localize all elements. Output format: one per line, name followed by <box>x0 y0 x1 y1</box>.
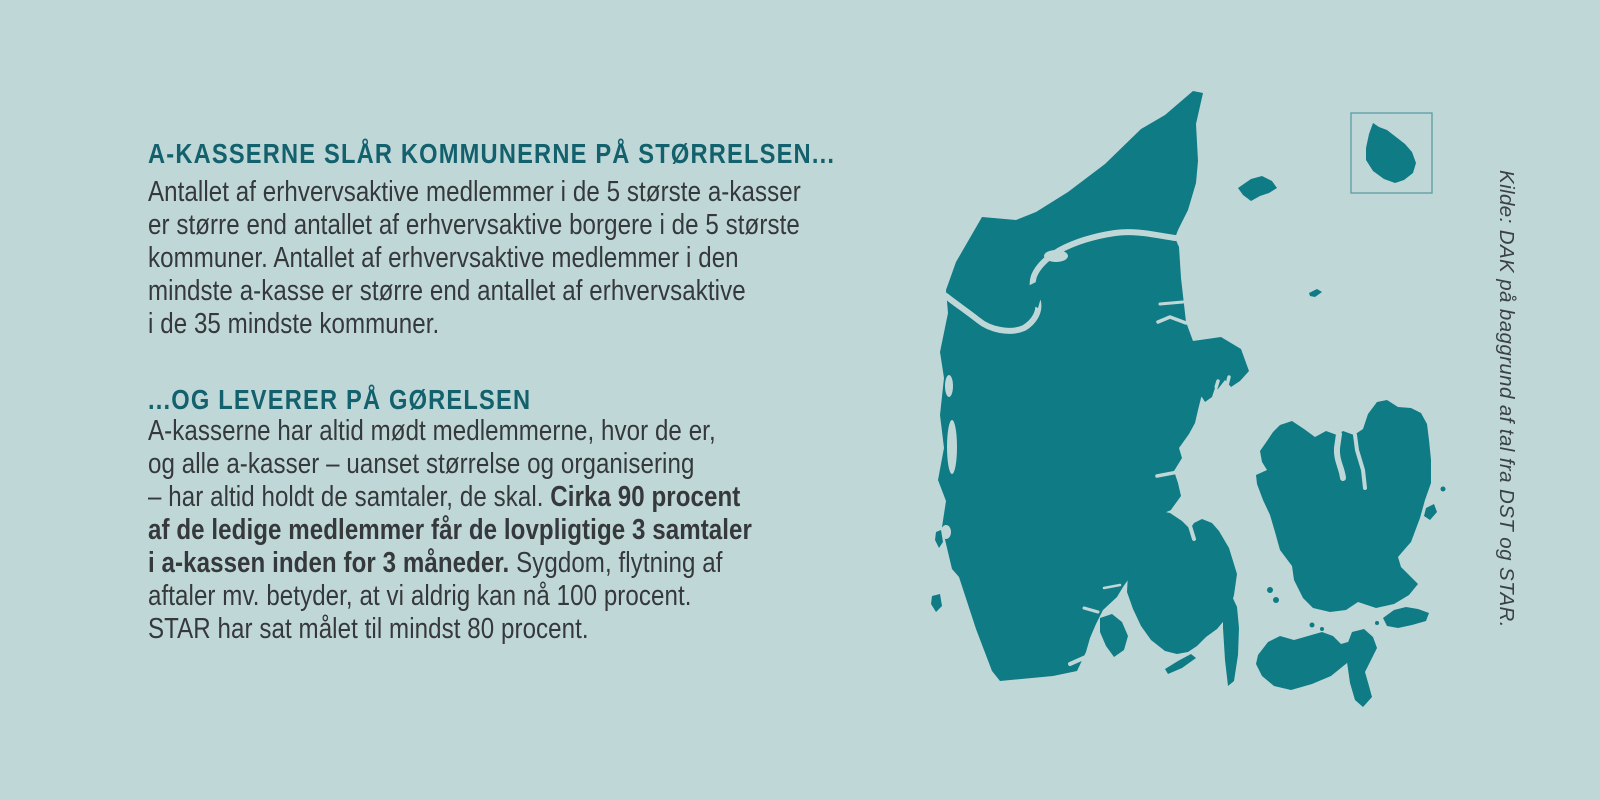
text-line: og alle a-kasser – uanset størrelse og organisering <box>148 448 695 480</box>
aero-island <box>1165 654 1196 674</box>
mariager-fjord-water <box>1160 302 1183 304</box>
small-island <box>1310 623 1315 628</box>
nissum-fjord-water <box>945 375 953 397</box>
funen-island <box>1127 510 1237 654</box>
text-line: – har altid holdt de samtaler, de skal. Cirka 90 procent <box>148 481 741 513</box>
text-column <box>148 0 909 800</box>
agerso-island <box>1267 587 1273 593</box>
hven-island <box>1441 487 1446 492</box>
als-island <box>1100 614 1128 657</box>
denmark-map <box>860 80 1480 800</box>
small-island <box>1320 627 1324 631</box>
amager-island <box>1424 504 1437 520</box>
mon-island <box>1383 607 1429 628</box>
text-line: kommuner. Antallet af erhvervsaktive medlemmer i den <box>148 242 739 274</box>
text-line: i de 35 mindste kommuner. <box>148 308 440 340</box>
omo-island <box>1273 597 1279 603</box>
falster-island <box>1347 629 1377 707</box>
source-note: Kilde: DAK på baggrund af tal fra DST og STAR. <box>1495 170 1518 628</box>
bogo-island <box>1375 621 1379 625</box>
denmark-map-svg <box>860 80 1480 800</box>
romo-island <box>931 594 942 612</box>
bornholm-island <box>1366 123 1416 183</box>
lolland-island <box>1256 632 1352 690</box>
section2-heading: ...OG LEVERER PÅ GØRELSEN <box>148 384 532 415</box>
text-line: Antallet af erhvervsaktive medlemmer i de 5 største a-kasser <box>148 176 801 208</box>
section1-body <box>148 176 801 341</box>
ho-bay-water <box>941 525 951 539</box>
laeso-island <box>1238 176 1277 201</box>
text-line: af de ledige medlemmer får de lovpligtige 3 samtaler <box>148 514 752 546</box>
text-line: aftaler mv. betyder, at vi aldrig kan nå 100 procent. <box>148 580 692 612</box>
text-line: STAR har sat målet til mindst 80 procent. <box>148 613 589 645</box>
langeland-island <box>1223 594 1239 686</box>
text-line: mindste a-kasse er større end antallet af erhvervsaktive <box>148 275 746 307</box>
zealand-island <box>1256 400 1431 612</box>
text-line: er større end antallet af erhvervsaktive borgere i de 5 største <box>148 209 800 241</box>
anholt-island <box>1309 289 1322 297</box>
text-line: i a-kassen inden for 3 måneder. Sygdom, flytning af <box>148 547 723 579</box>
logstor-bredning-water <box>1044 250 1068 262</box>
ringkobing-fjord-water <box>947 420 957 474</box>
text-line: A-kasserne har altid mødt medlemmerne, hvor de er, <box>148 415 716 447</box>
section2-body <box>148 415 752 646</box>
section1-heading: A-KASSERNE SLÅR KOMMUNERNE PÅ STØRRELSEN... <box>148 138 836 169</box>
